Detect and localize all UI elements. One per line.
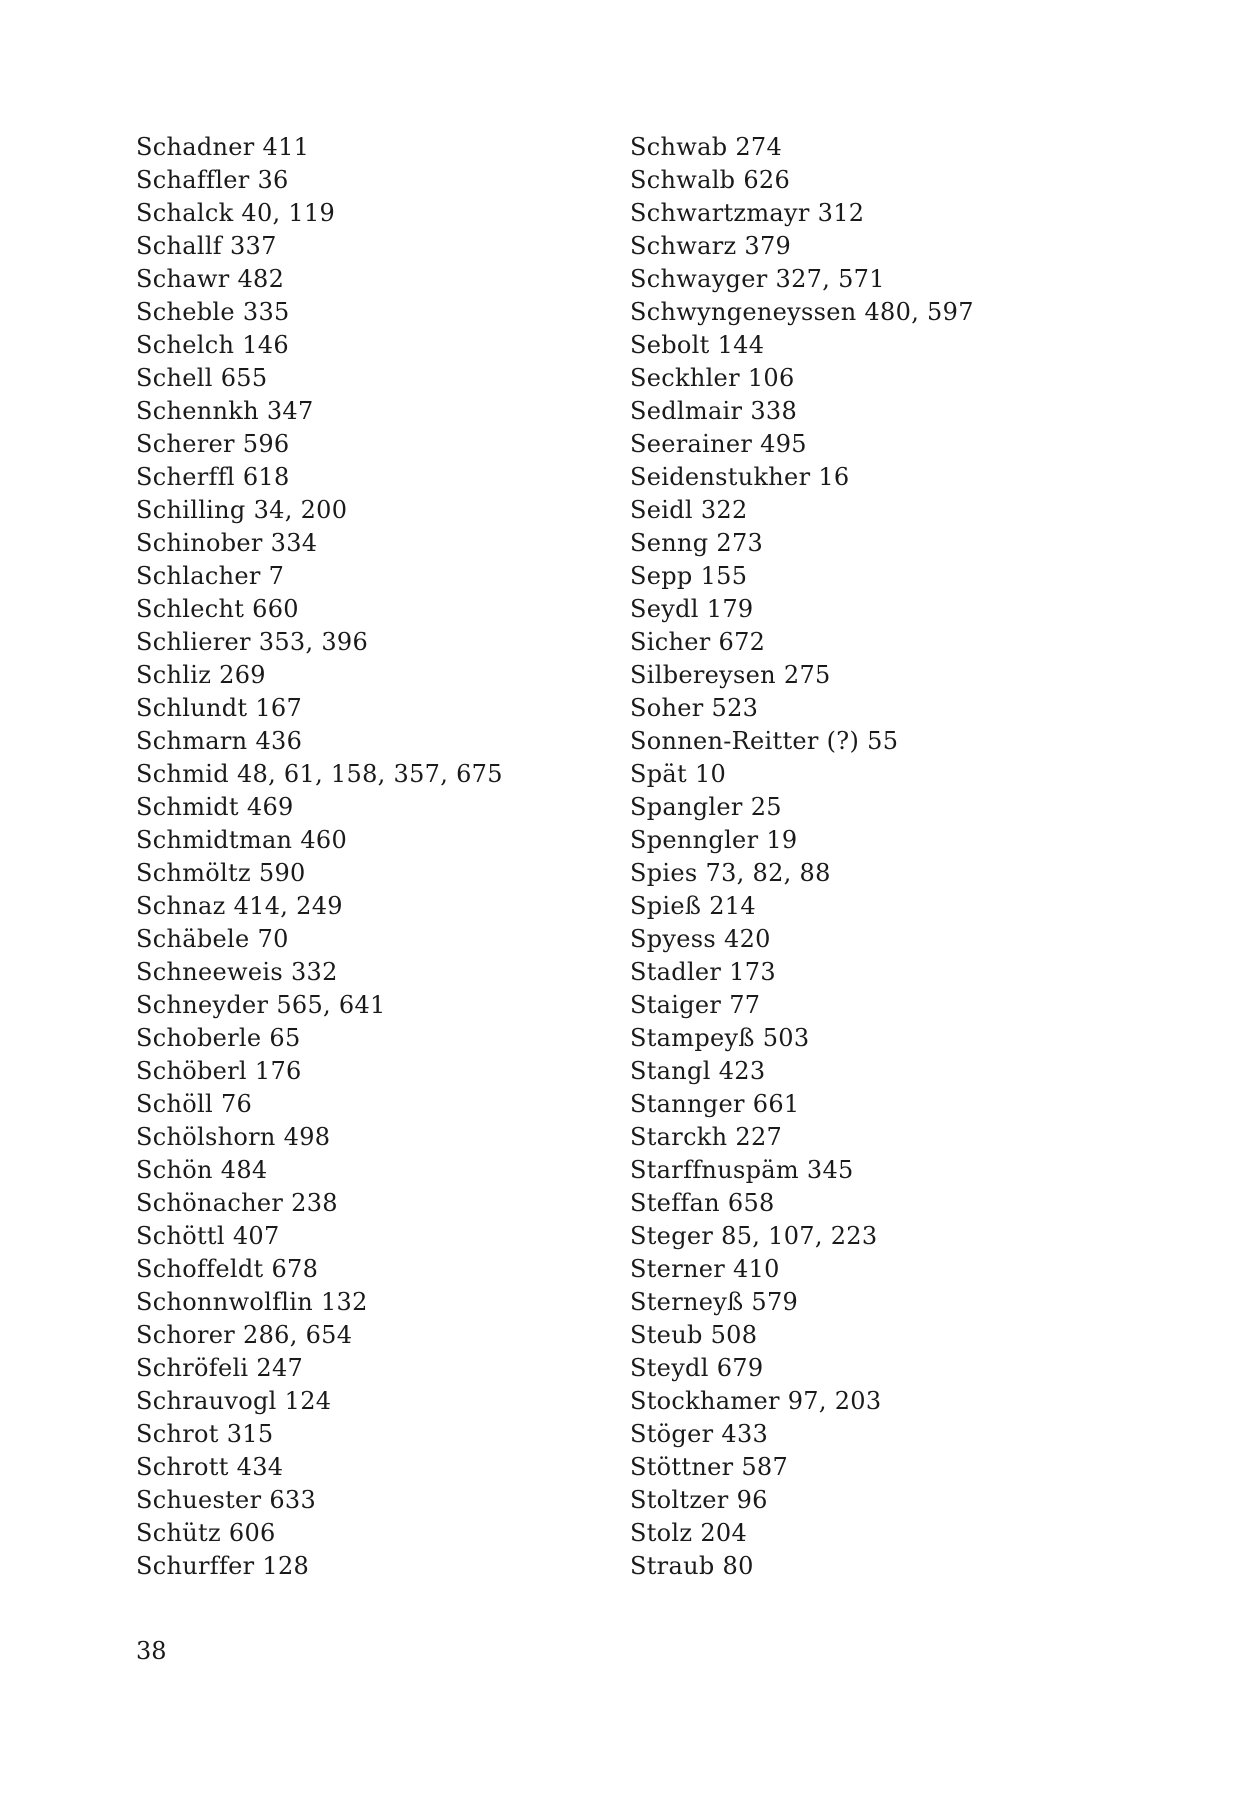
entry-name: Schmöltz	[136, 859, 251, 887]
entry-name: Schadner	[136, 133, 255, 161]
index-entry	[136, 989, 503, 1022]
entry-name: Schurffer	[136, 1552, 255, 1580]
index-entry	[136, 1286, 503, 1319]
entry-page-refs: 423	[718, 1057, 766, 1085]
index-entry	[630, 1187, 974, 1220]
entry-page-refs: 76	[220, 1090, 253, 1118]
entry-name: Schuester	[136, 1486, 262, 1514]
index-entry	[630, 626, 974, 659]
entry-page-refs: 227	[735, 1123, 783, 1151]
index-entry	[136, 395, 503, 428]
entry-name: Schölshorn	[136, 1123, 276, 1151]
entry-page-refs: 85, 107, 223	[721, 1222, 878, 1250]
entry-page-refs: 327, 571	[775, 265, 885, 293]
index-entry	[136, 263, 503, 296]
entry-name: Stolz	[630, 1519, 693, 1547]
entry-page-refs: 70	[257, 925, 289, 953]
entry-page-refs: 626	[743, 166, 791, 194]
entry-page-refs: 10	[694, 760, 727, 788]
entry-page-refs: 495	[760, 430, 807, 458]
index-entry	[630, 1517, 974, 1550]
entry-name: Schwyngeneyssen	[630, 298, 857, 326]
index-entry	[630, 329, 974, 362]
entry-name: Schell	[136, 364, 213, 392]
entry-name: Starckh	[630, 1123, 728, 1151]
entry-page-refs: 618	[242, 463, 290, 491]
entry-page-refs: 503	[762, 1024, 810, 1052]
entry-page-refs: 204	[700, 1519, 748, 1547]
entry-page-refs: 55	[867, 727, 899, 755]
index-entry	[630, 164, 974, 197]
entry-page-refs: 420	[724, 925, 771, 953]
index-entry	[136, 1253, 503, 1286]
index-entry	[630, 725, 974, 758]
entry-page-refs: 275	[783, 661, 831, 689]
entry-page-refs: 433	[721, 1420, 769, 1448]
entry-name: Schonnwolflin	[136, 1288, 313, 1316]
entry-page-refs: 407	[232, 1222, 280, 1250]
entry-page-refs: 590	[258, 859, 306, 887]
entry-page-refs: 40, 119	[241, 199, 336, 227]
index-entry	[630, 1055, 974, 1088]
entry-name: Straub	[630, 1552, 715, 1580]
index-entry	[630, 1088, 974, 1121]
entry-page-refs: 658	[727, 1189, 775, 1217]
entry-page-refs: 587	[741, 1453, 789, 1481]
entry-name: Spies	[630, 859, 698, 887]
entry-name: Schilling	[136, 496, 246, 524]
entry-page-refs: 34, 200	[253, 496, 348, 524]
entry-name: Sebolt	[630, 331, 710, 359]
index-entry	[630, 527, 974, 560]
index-entry	[136, 890, 503, 923]
index-entry	[136, 494, 503, 527]
index-entry	[136, 560, 503, 593]
entry-page-refs: 167	[255, 694, 303, 722]
index-entry	[630, 1154, 974, 1187]
entry-name: Schmarn	[136, 727, 248, 755]
entry-name: Schütz	[136, 1519, 221, 1547]
index-entry	[136, 1121, 503, 1154]
index-entry	[136, 824, 503, 857]
index-entry	[136, 362, 503, 395]
entry-name: Schneyder	[136, 991, 269, 1019]
index-entry	[136, 593, 503, 626]
index-entry	[136, 923, 503, 956]
entry-page-refs: 460	[300, 826, 348, 854]
entry-page-refs: 80	[722, 1552, 754, 1580]
entry-name: Seerainer	[630, 430, 753, 458]
entry-name: Sicher	[630, 628, 711, 656]
entry-page-refs: 176	[254, 1057, 302, 1085]
entry-page-refs: 97, 203	[787, 1387, 882, 1415]
entry-page-refs: 482	[237, 265, 285, 293]
entry-name: Schelch	[136, 331, 235, 359]
entry-page-refs: 335	[242, 298, 290, 326]
index-entry	[630, 824, 974, 857]
entry-name: Stöger	[630, 1420, 714, 1448]
entry-page-refs: 7	[268, 562, 285, 590]
entry-page-refs: 379	[744, 232, 792, 260]
entry-page-refs: 173	[729, 958, 776, 986]
entry-name: Steub	[630, 1321, 703, 1349]
index-entry	[630, 956, 974, 989]
entry-page-refs: 338	[750, 397, 798, 425]
index-entry	[630, 197, 974, 230]
entry-page-refs: 655	[220, 364, 268, 392]
entry-page-refs: 523	[711, 694, 759, 722]
entry-name: Schöttl	[136, 1222, 225, 1250]
index-entry	[630, 1418, 974, 1451]
entry-page-refs: 25	[750, 793, 782, 821]
entry-name: Spenngler	[630, 826, 759, 854]
index-entry	[136, 758, 503, 791]
index-entry	[630, 593, 974, 626]
entry-page-refs: 96	[736, 1486, 768, 1514]
entry-name: Spät	[630, 760, 687, 788]
entry-page-refs: 672	[718, 628, 766, 656]
index-entry	[630, 1220, 974, 1253]
entry-name: Schawr	[136, 265, 230, 293]
index-entry	[136, 1385, 503, 1418]
entry-name: Soher	[630, 694, 704, 722]
entry-page-refs: 434	[236, 1453, 284, 1481]
index-column-right	[630, 131, 974, 1583]
entry-page-refs: 469	[246, 793, 294, 821]
entry-page-refs: 19	[766, 826, 798, 854]
entry-name: Schwartzmayr	[630, 199, 810, 227]
index-entry	[630, 1022, 974, 1055]
entry-name: Schöberl	[136, 1057, 247, 1085]
entry-name: Schönacher	[136, 1189, 284, 1217]
entry-name: Stannger	[630, 1090, 745, 1118]
entry-page-refs: 661	[752, 1090, 800, 1118]
entry-page-refs: 73, 82, 88	[705, 859, 831, 887]
index-entry	[630, 659, 974, 692]
entry-page-refs: 678	[271, 1255, 319, 1283]
entry-page-refs: 411	[262, 133, 310, 161]
index-entry	[136, 230, 503, 263]
entry-name: Sepp	[630, 562, 693, 590]
index-entry	[630, 1352, 974, 1385]
index-entry	[136, 1352, 503, 1385]
entry-name: Senng	[630, 529, 709, 557]
entry-name: Schmidt	[136, 793, 239, 821]
index-entry	[630, 1550, 974, 1583]
entry-name: Schlundt	[136, 694, 248, 722]
index-entry	[136, 1451, 503, 1484]
entry-name: Seidenstukher	[630, 463, 811, 491]
index-entry	[630, 461, 974, 494]
entry-page-refs: 498	[283, 1123, 331, 1151]
index-entry	[136, 164, 503, 197]
entry-name: Schaffler	[136, 166, 250, 194]
entry-name: Schlierer	[136, 628, 251, 656]
entry-page-refs: 273	[716, 529, 764, 557]
index-entry	[136, 131, 503, 164]
index-entry	[630, 560, 974, 593]
entry-name: Stampeyß	[630, 1024, 755, 1052]
entry-name: Schön	[136, 1156, 213, 1184]
entry-page-refs: 660	[252, 595, 299, 623]
entry-name: Stockhamer	[630, 1387, 780, 1415]
entry-page-refs: 679	[716, 1354, 764, 1382]
index-entry	[630, 494, 974, 527]
entry-page-refs: 214	[709, 892, 756, 920]
entry-page-refs: 146	[242, 331, 289, 359]
entry-page-refs: 633	[269, 1486, 317, 1514]
entry-page-refs: 77	[729, 991, 761, 1019]
entry-name: Stöttner	[630, 1453, 734, 1481]
entry-page-refs: 155	[700, 562, 748, 590]
entry-name: Schinober	[136, 529, 263, 557]
entry-page-refs: 179	[706, 595, 754, 623]
index-entry	[630, 989, 974, 1022]
index-entry	[136, 791, 503, 824]
index-entry	[630, 131, 974, 164]
index-entry	[136, 1319, 503, 1352]
entry-page-refs: 410	[733, 1255, 780, 1283]
entry-name: Schröfeli	[136, 1354, 249, 1382]
index-entry	[630, 1253, 974, 1286]
entry-name: Starffnuspäm	[630, 1156, 799, 1184]
index-entry	[136, 1055, 503, 1088]
index-entry	[630, 791, 974, 824]
entry-page-refs: 579	[751, 1288, 799, 1316]
entry-name: Seidl	[630, 496, 693, 524]
index-entry	[136, 626, 503, 659]
entry-page-refs: 128	[262, 1552, 310, 1580]
index-entry	[630, 923, 974, 956]
entry-name: Schoberle	[136, 1024, 262, 1052]
index-entry	[136, 1484, 503, 1517]
index-entry	[630, 1286, 974, 1319]
index-entry	[630, 1121, 974, 1154]
index-entry	[136, 1022, 503, 1055]
entry-name: Schlecht	[136, 595, 245, 623]
entry-page-refs: 36	[257, 166, 289, 194]
entry-name: Schwab	[630, 133, 728, 161]
entry-name: Spyess	[630, 925, 716, 953]
index-entry	[136, 428, 503, 461]
entry-name: Schmid	[136, 760, 229, 788]
entry-name: Spangler	[630, 793, 743, 821]
entry-page-refs: 596	[242, 430, 290, 458]
entry-name: Sedlmair	[630, 397, 743, 425]
entry-name: Steydl	[630, 1354, 709, 1382]
entry-name: Schwayger	[630, 265, 768, 293]
entry-name: Schennkh	[136, 397, 259, 425]
index-entry	[630, 692, 974, 725]
entry-name: Schalck	[136, 199, 234, 227]
page-number: 38	[136, 1637, 167, 1665]
entry-name: Scherer	[136, 430, 235, 458]
index-entry	[136, 1154, 503, 1187]
index-entry	[136, 461, 503, 494]
entry-page-refs: 322	[700, 496, 748, 524]
entry-name: Stoltzer	[630, 1486, 729, 1514]
index-entry	[630, 230, 974, 263]
entry-page-refs: 436	[255, 727, 303, 755]
index-entry	[630, 1385, 974, 1418]
entry-name: Spieß	[630, 892, 702, 920]
index-entry	[136, 1550, 503, 1583]
index-entry	[136, 1517, 503, 1550]
entry-name: Schnaz	[136, 892, 226, 920]
entry-name: Seckhler	[630, 364, 740, 392]
index-entry	[136, 1220, 503, 1253]
index-entry	[630, 857, 974, 890]
entry-name: Schrott	[136, 1453, 229, 1481]
entry-page-refs: 269	[219, 661, 266, 689]
entry-page-refs: 274	[735, 133, 783, 161]
entry-page-refs: 48, 61, 158, 357, 675	[236, 760, 503, 788]
entry-page-refs: 565, 641	[276, 991, 386, 1019]
entry-page-refs: 106	[747, 364, 795, 392]
entry-name: Staiger	[630, 991, 722, 1019]
entry-page-refs: 332	[290, 958, 338, 986]
index-entry	[136, 1088, 503, 1121]
entry-page-refs: 315	[226, 1420, 274, 1448]
index-entry	[136, 692, 503, 725]
entry-name: Schäbele	[136, 925, 250, 953]
entry-name: Schlacher	[136, 562, 261, 590]
index-entry	[136, 197, 503, 230]
entry-name: Schwalb	[630, 166, 736, 194]
entry-page-refs: 334	[270, 529, 318, 557]
index-entry	[630, 428, 974, 461]
entry-name: Schrot	[136, 1420, 219, 1448]
entry-name: Schwarz	[630, 232, 737, 260]
entry-name: Schorer	[136, 1321, 236, 1349]
entry-page-refs: 414, 249	[233, 892, 343, 920]
index-entry	[630, 296, 974, 329]
index-entry	[136, 329, 503, 362]
entry-page-refs: 480, 597	[864, 298, 974, 326]
entry-name: Sterneyß	[630, 1288, 744, 1316]
entry-page-refs: 124	[284, 1387, 332, 1415]
entry-name: Schöll	[136, 1090, 213, 1118]
index-entry	[136, 956, 503, 989]
entry-page-refs: 238	[291, 1189, 338, 1217]
index-entry	[630, 758, 974, 791]
index-entry	[630, 890, 974, 923]
index-entry	[136, 659, 503, 692]
entry-page-refs: 337	[229, 232, 277, 260]
entry-name: Silbereysen	[630, 661, 776, 689]
entry-name: Seydl	[630, 595, 699, 623]
entry-name: Schneeweis	[136, 958, 283, 986]
entry-name: Schallf	[136, 232, 222, 260]
entry-name: Schmidtman	[136, 826, 293, 854]
index-entry	[630, 263, 974, 296]
entry-page-refs: 347	[266, 397, 314, 425]
entry-page-refs: 353, 396	[258, 628, 369, 656]
index-entry	[630, 1484, 974, 1517]
entry-name: Scherffl	[136, 463, 235, 491]
index-entry	[630, 1319, 974, 1352]
index-entry	[630, 395, 974, 428]
entry-name: Schliz	[136, 661, 212, 689]
entry-page-refs: 132	[320, 1288, 368, 1316]
entry-name: Steffan	[630, 1189, 720, 1217]
entry-page-refs: 16	[818, 463, 850, 491]
index-entry	[630, 1451, 974, 1484]
index-entry	[136, 296, 503, 329]
index-entry	[136, 1418, 503, 1451]
index-entry	[630, 362, 974, 395]
entry-name: Steger	[630, 1222, 714, 1250]
index-entry	[136, 527, 503, 560]
index-entry	[136, 725, 503, 758]
entry-page-refs: 286, 654	[243, 1321, 353, 1349]
entry-page-refs: 65	[269, 1024, 301, 1052]
entry-name: Scheble	[136, 298, 235, 326]
index-entry	[136, 857, 503, 890]
entry-name: Sterner	[630, 1255, 725, 1283]
entry-page-refs: 345	[806, 1156, 854, 1184]
index-column-left	[136, 131, 503, 1583]
entry-page-refs: 312	[817, 199, 865, 227]
entry-name: Sonnen-Reitter (?)	[630, 727, 860, 755]
entry-page-refs: 484	[220, 1156, 268, 1184]
entry-page-refs: 606	[228, 1519, 276, 1547]
entry-page-refs: 247	[256, 1354, 304, 1382]
entry-name: Stangl	[630, 1057, 711, 1085]
entry-page-refs: 508	[710, 1321, 758, 1349]
entry-name: Schrauvogl	[136, 1387, 277, 1415]
index-entry	[136, 1187, 503, 1220]
entry-name: Schoffeldt	[136, 1255, 264, 1283]
entry-page-refs: 144	[717, 331, 765, 359]
entry-name: Stadler	[630, 958, 722, 986]
